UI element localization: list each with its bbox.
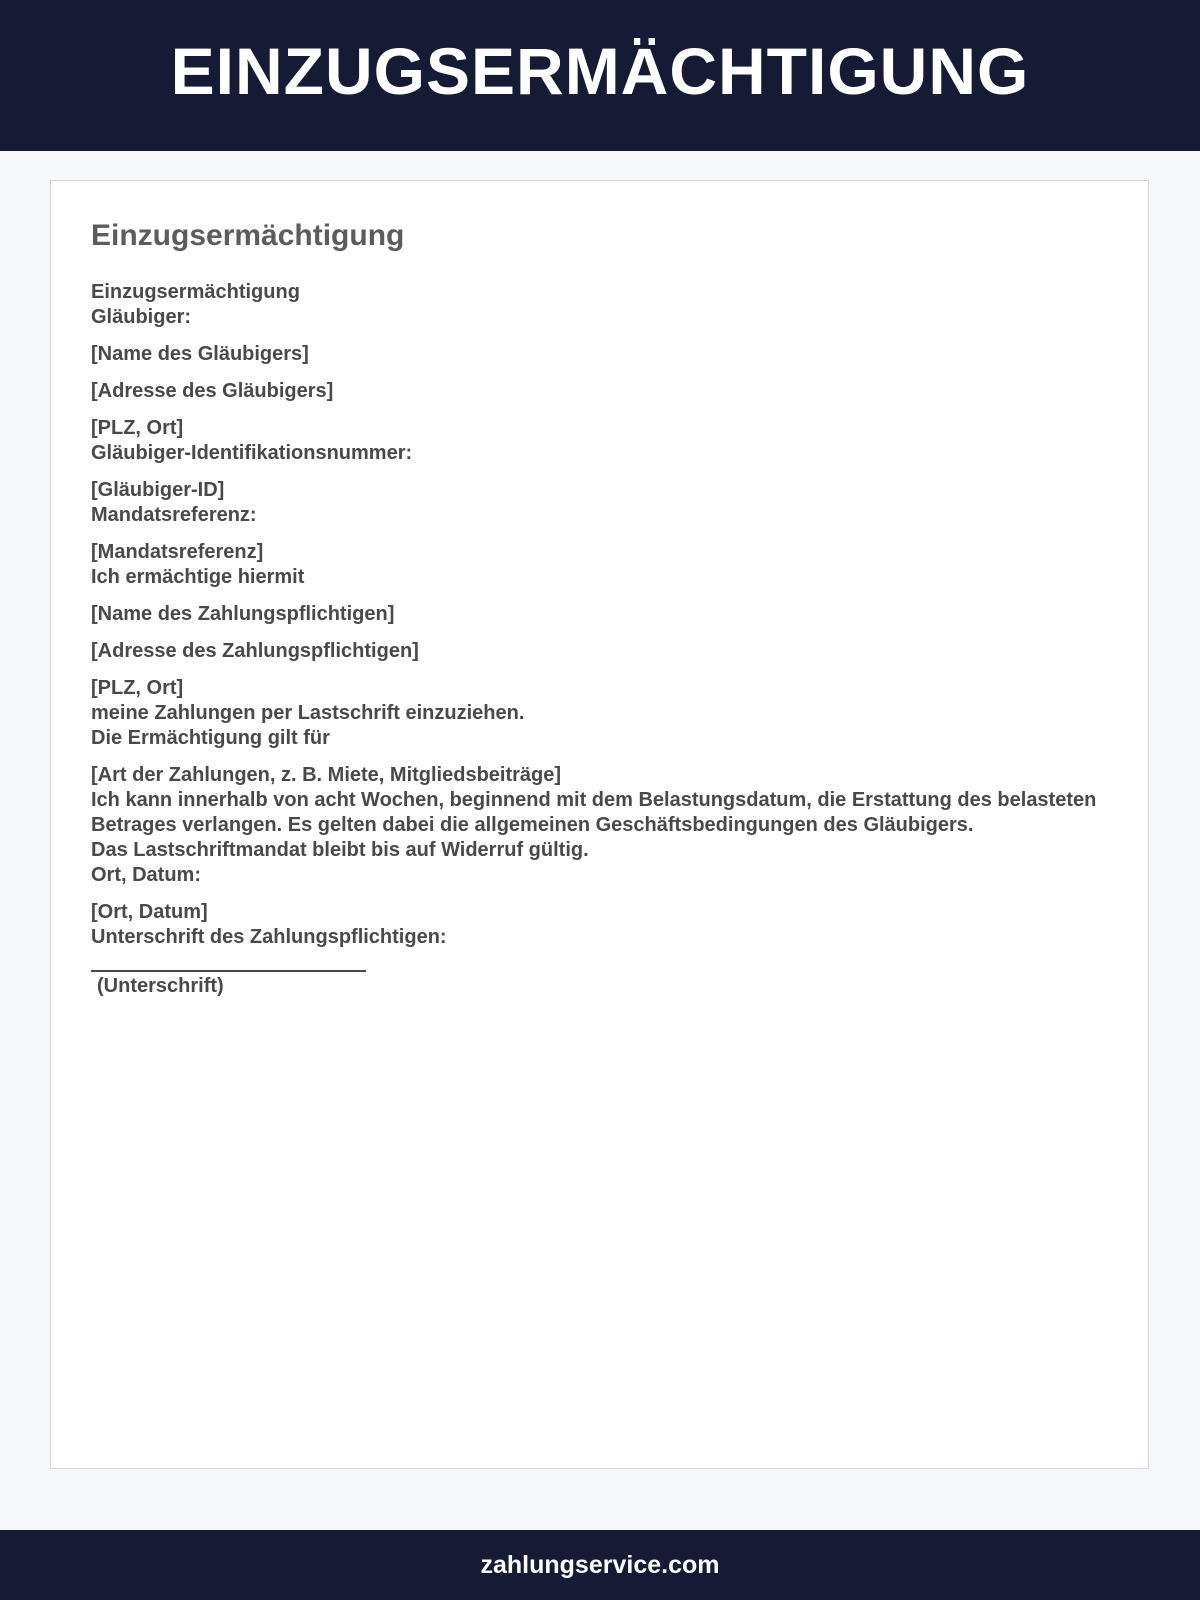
placeholder-field: [Name des Zahlungspflichtigen]	[91, 603, 395, 625]
placeholder-field: [Name des Gläubigers]	[91, 343, 309, 365]
document-paragraph: Ich kann innerhalb von acht Wochen, beginnend mit dem Belastungsdatum, die Erstattung des belasteten Betrages verlangen. Es gelten dabei die allgemeinen Geschäftsbedingungen des Gläubigers.	[91, 789, 1097, 836]
banner-title: EINZUGSERMÄCHTIGUNG	[170, 33, 1030, 108]
document-line: meine Zahlungen per Lastschrift einzuziehen.	[91, 702, 525, 724]
document-line: Die Ermächtigung gilt für	[91, 727, 330, 749]
document-line: Mandatsreferenz:	[91, 504, 257, 526]
document-line: Das Lastschriftmandat bleibt bis auf Widerruf gültig.	[91, 839, 589, 861]
placeholder-field: [Art der Zahlungen, z. B. Miete, Mitgliedsbeiträge]	[91, 764, 562, 786]
document-body	[91, 280, 1111, 999]
footer-banner	[0, 1530, 1200, 1600]
footer-site: zahlungservice.com	[480, 1550, 720, 1579]
placeholder-field: [PLZ, Ort]	[91, 417, 184, 439]
signature-line	[91, 970, 366, 972]
document-card	[50, 180, 1149, 1469]
document-line: Ich ermächtige hiermit	[91, 566, 305, 588]
document-line: Einzugsermächtigung	[91, 281, 300, 303]
signature-caption: (Unterschrift)	[97, 975, 224, 997]
document-line: Gläubiger:	[91, 306, 192, 328]
document-heading: Einzugsermächtigung	[91, 219, 405, 252]
document-line: Gläubiger-Identifikationsnummer:	[91, 442, 413, 464]
placeholder-field: [Gläubiger-ID]	[91, 479, 225, 501]
document-line: Unterschrift des Zahlungspflichtigen:	[91, 926, 447, 948]
placeholder-field: [PLZ, Ort]	[91, 677, 184, 699]
placeholder-field: [Mandatsreferenz]	[91, 541, 264, 563]
document-line: Ort, Datum:	[91, 864, 201, 886]
placeholder-field: [Adresse des Zahlungspflichtigen]	[91, 640, 419, 662]
top-banner	[0, 0, 1200, 151]
placeholder-field: [Adresse des Gläubigers]	[91, 380, 334, 402]
placeholder-field: [Ort, Datum]	[91, 901, 208, 923]
